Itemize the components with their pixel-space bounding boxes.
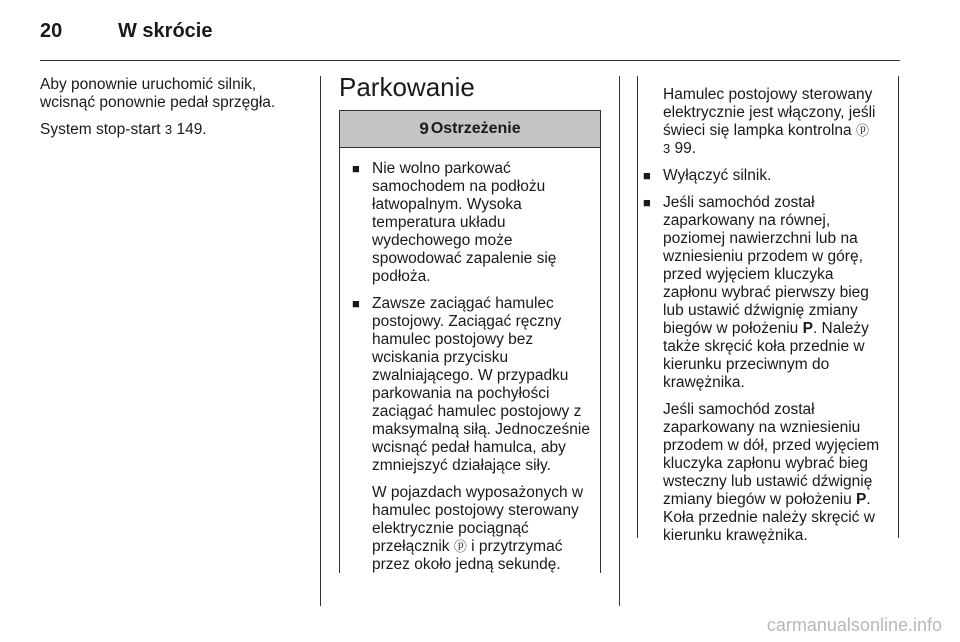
warning-box: [339, 110, 601, 573]
bullet-text: Wyłączyć silnik.: [663, 167, 772, 184]
paragraph-restart: Aby ponownie uruchomić silnik, wcisnąć ponownie pedał sprzęgła.: [40, 76, 276, 111]
paragraph-stop-start: [40, 121, 302, 139]
watermark: carmanualsonline.info: [766, 615, 942, 635]
bullet-square-icon: ■: [643, 195, 651, 210]
page-number: 20: [40, 20, 63, 42]
gear-position-p: P: [856, 491, 867, 508]
warning-icon: 9: [419, 119, 429, 138]
indicator-text: Hamulec postojowy sterowany elektrycznie jest włączony, jeśli świeci się lampka kontrolna: [663, 86, 876, 139]
page-title: W skrócie: [118, 20, 213, 42]
bullet-square-icon: ■: [352, 296, 360, 311]
column-divider-2: [619, 76, 620, 606]
downhill-text: . Koła przednie należy skręcić w kierunku krawężnika.: [663, 491, 875, 544]
stop-start-text: System stop-start: [40, 121, 165, 138]
bullet-engine-off: [639, 167, 891, 185]
page-header: [40, 20, 900, 61]
bullet-level-uphill: [639, 194, 891, 392]
bullet-text: . Należy także skręcić koła przednie w kierunku przeciwnym do krawężnika.: [663, 320, 869, 391]
warning-title: Ostrzeżenie: [430, 120, 521, 137]
column-divider-4: [898, 76, 899, 538]
indicator-page-ref: 99.: [670, 140, 697, 157]
column-divider-3: [637, 76, 638, 538]
parking-brake-icon: ⓟ: [453, 539, 467, 554]
column-right: [639, 86, 891, 554]
warning-bullet-1: [348, 160, 592, 286]
bullet-square-icon: ■: [643, 168, 651, 183]
paragraph-downhill: [639, 401, 891, 545]
stop-start-page-ref: 149.: [172, 121, 207, 138]
warning-bullet-text: Nie wolno parkować samochodem na podłożu łatwopalnym. Wysoka temperatura układu wydechowego może spowodować zapalenie się podłoża.: [372, 160, 557, 285]
bullet-text: Jeśli samochód został zaparkowany na równej, poziomej nawierzchni lub na wzniesieniu przodem w górę, przed wyjęciem kluczyka zapłonu wybrać pierwszy bieg lub ustawić dźwignię zmiany biegów w położeniu: [663, 194, 869, 337]
downhill-text: Jeśli samochód został zaparkowany na wzniesieniu przodem w dół, przed wyjęciem kluczyka zapłonu wybrać bieg wsteczny lub ustawić dźwignię zmiany biegów w położeniu: [663, 401, 880, 508]
bullet-square-icon: ■: [352, 161, 360, 176]
column-middle: [339, 72, 601, 108]
warning-electric-brake-note: [348, 484, 592, 574]
column-divider-1: [320, 76, 321, 606]
column-left: [40, 76, 302, 148]
note-text: W pojazdach wyposażonych w hamulec postojowy sterowany elektrycznie pociągnąć przełącznik: [372, 484, 584, 555]
warning-header: [340, 111, 600, 148]
reference-arrow-icon: 3: [164, 122, 173, 137]
warning-bullet-text: Zawsze zaciągać hamulec postojowy. Zaciągać ręczny hamulec postojowy bez wciskania przycisku zwalniającego. W przypadku parkowania na pochyłości zaciągać hamulec postojowy z maksymalną siłą. Jednocześnie wcisnąć pedał hamulca, aby zmniejszyć działające siły.: [372, 295, 590, 474]
gear-position-p: P: [802, 320, 813, 337]
warning-body: [340, 148, 600, 574]
reference-arrow-icon: 3: [663, 141, 671, 156]
section-title: Parkowanie: [339, 72, 475, 102]
paragraph-brake-indicator: [639, 86, 891, 158]
warning-bullet-2: [348, 295, 592, 475]
note-text: i przytrzymać przez około jedną sekundę.: [372, 538, 563, 573]
parking-brake-icon: ⓟ: [855, 123, 869, 138]
